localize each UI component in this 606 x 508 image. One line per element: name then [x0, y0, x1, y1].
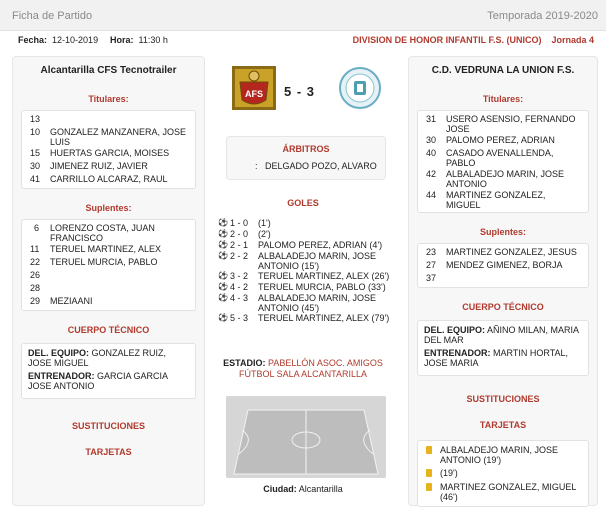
player-row[interactable]: 10 GONZALEZ MANZANERA, JOSE LUIS [30, 127, 187, 147]
home-titulares-list [21, 110, 196, 189]
away-titulares-heading: Titulares: [482, 94, 524, 104]
pitch-image [226, 396, 386, 478]
yellow-card-icon [426, 483, 432, 491]
match-date: Fecha: 12-10-2019 [18, 35, 99, 45]
page-title: Ficha de Partido [12, 10, 93, 22]
card-row[interactable]: (19') [424, 468, 582, 479]
player-row[interactable]: 28 [30, 283, 41, 293]
player-row[interactable]: 44 MARTINEZ GONZALEZ, MIGUEL [426, 190, 546, 210]
arbitros-heading: ÁRBITROS [282, 144, 330, 154]
player-row[interactable]: 23 MARTINEZ GONZALEZ, JESUS [426, 247, 577, 257]
home-team-panel [12, 56, 205, 506]
goal-row: ⚽ 4 - 3 ALBALADEJO MARIN, JOSE ANTONIO (45') [218, 293, 377, 313]
final-score: 5 - 3 [284, 84, 316, 99]
player-row[interactable]: 31 USERO ASENSIO, FERNANDO JOSE [426, 114, 576, 134]
goal-row: ⚽ 2 - 1 PALOMO PEREZ, ADRIAN (4') [218, 240, 383, 250]
ball-icon: ⚽ [218, 313, 228, 322]
stadium-link[interactable]: PABELLÓN ASOC. AMIGOS FÚTBOL SALA ALCANTARILLA [238, 358, 383, 379]
player-row[interactable]: 26 [30, 270, 41, 280]
yellow-card-icon [426, 469, 432, 477]
goal-row: ⚽ 1 - 0 (1') [218, 218, 271, 228]
home-sustituciones-heading: SUSTITUCIONES [71, 421, 145, 431]
ball-icon: ⚽ [218, 240, 228, 249]
home-staff-box [21, 343, 196, 399]
scoreboard [214, 56, 392, 106]
player-row[interactable]: 15 HUERTAS GARCIA, MOISES [30, 148, 170, 158]
player-row[interactable]: 6 LORENZO COSTA, JUAN FRANCISCO [34, 223, 155, 243]
away-suplentes-heading: Suplentes: [479, 227, 526, 237]
ball-icon: ⚽ [218, 229, 228, 238]
ball-icon: ⚽ [218, 218, 228, 227]
home-suplentes-list [21, 219, 196, 311]
goal-row: ⚽ 4 - 2 TERUEL MURCIA, PABLO (33') [218, 282, 386, 292]
home-tarjetas-heading: TARJETAS [85, 447, 132, 457]
referee-row[interactable]: : DELGADO POZO, ALVARO [255, 161, 377, 171]
player-row[interactable]: 27 MENDEZ GIMENEZ, BORJA [426, 260, 563, 270]
referees-box [226, 136, 386, 180]
player-row[interactable]: 42 ALBALADEJO MARIN, JOSE ANTONIO [426, 169, 565, 189]
goles-heading: GOLES [287, 198, 319, 208]
away-team-panel [408, 56, 598, 506]
goal-row: ⚽ 5 - 3 TERUEL MARTINEZ, ALEX (79') [218, 313, 390, 323]
season-label: Temporada 2019-2020 [487, 10, 598, 22]
goal-row: ⚽ 2 - 0 (2') [218, 229, 271, 239]
away-delegado: DEL. EQUIPO: AÑINO MILAN, MARIA DEL MAR [424, 325, 579, 345]
ball-icon: ⚽ [218, 282, 228, 291]
away-titulares-list [417, 110, 589, 213]
competition-label: DIVISION DE HONOR INFANTIL F.S. (UNICO) Jornada 4 [352, 35, 594, 45]
away-staff-box [417, 320, 589, 376]
match-time: Hora: 11:30 h [110, 35, 168, 45]
home-cuerpo-tecnico-heading: CUERPO TÉCNICO [67, 325, 150, 335]
player-row[interactable]: 11 TERUEL MARTINEZ, ALEX [30, 244, 162, 254]
player-row[interactable]: 22 TERUEL MURCIA, PABLO [30, 257, 158, 267]
match-center [214, 56, 392, 494]
away-sustituciones-heading: SUSTITUCIONES [466, 394, 540, 404]
ball-icon: ⚽ [218, 271, 228, 280]
home-crest-icon [232, 66, 276, 110]
city-info: Ciudad: Alcantarilla [263, 484, 343, 494]
away-crest-icon [338, 66, 382, 110]
player-row[interactable]: 30 JIMENEZ RUIZ, JAVIER [30, 161, 148, 171]
away-suplentes-list [417, 243, 589, 288]
goals-list [218, 218, 390, 324]
ball-icon: ⚽ [218, 251, 228, 260]
stadium-info: ESTADIO: PABELLÓN ASOC. AMIGOS FÚTBOL SALA ALCANTARILLA [223, 358, 383, 379]
home-suplentes-heading: Suplentes: [85, 203, 132, 213]
home-titulares-heading: Titulares: [88, 94, 129, 104]
player-row[interactable]: 29 MEZIAANI [30, 296, 93, 306]
player-row[interactable]: 37 [426, 273, 437, 283]
away-cuerpo-tecnico-heading: CUERPO TÉCNICO [462, 302, 544, 312]
player-row[interactable]: 41 CARRILLO ALCARAZ, RAUL [30, 174, 168, 184]
home-entrenador: ENTRENADOR: GARCIA GARCIA JOSE ANTONIO [28, 371, 168, 391]
home-delegado: DEL. EQUIPO: GONZALEZ RUIZ, JOSE MIGUEL [28, 348, 167, 368]
card-row[interactable]: ALBALADEJO MARIN, JOSE ANTONIO (19') [424, 445, 582, 465]
svg-text:AFS: AFS [245, 89, 263, 99]
goal-row: ⚽ 3 - 2 TERUEL MARTINEZ, ALEX (26') [218, 271, 390, 281]
top-bar [0, 0, 606, 31]
away-entrenador: ENTRENADOR: MARTIN HORTAL, JOSE MARIA [424, 348, 569, 368]
away-tarjetas-heading: TARJETAS [479, 420, 527, 430]
away-team-name[interactable]: C.D. VEDRUNA LA UNION F.S. [431, 65, 575, 76]
player-row[interactable]: 40 CASADO AVENALLENDA, PABLO [426, 148, 554, 168]
player-row[interactable]: 13 [30, 114, 41, 124]
yellow-card-icon [426, 446, 432, 454]
card-row[interactable]: MARTINEZ GONZALEZ, MIGUEL (46') [424, 482, 582, 502]
goal-row: ⚽ 2 - 2 ALBALADEJO MARIN, JOSE ANTONIO (15') [218, 251, 377, 271]
home-team-name[interactable]: Alcantarilla CFS Tecnotrailer [40, 65, 177, 76]
away-cards-list [417, 440, 589, 507]
player-row[interactable]: 30 PALOMO PEREZ, ADRIAN [426, 135, 555, 145]
match-meta [0, 33, 606, 49]
ball-icon: ⚽ [218, 293, 228, 302]
